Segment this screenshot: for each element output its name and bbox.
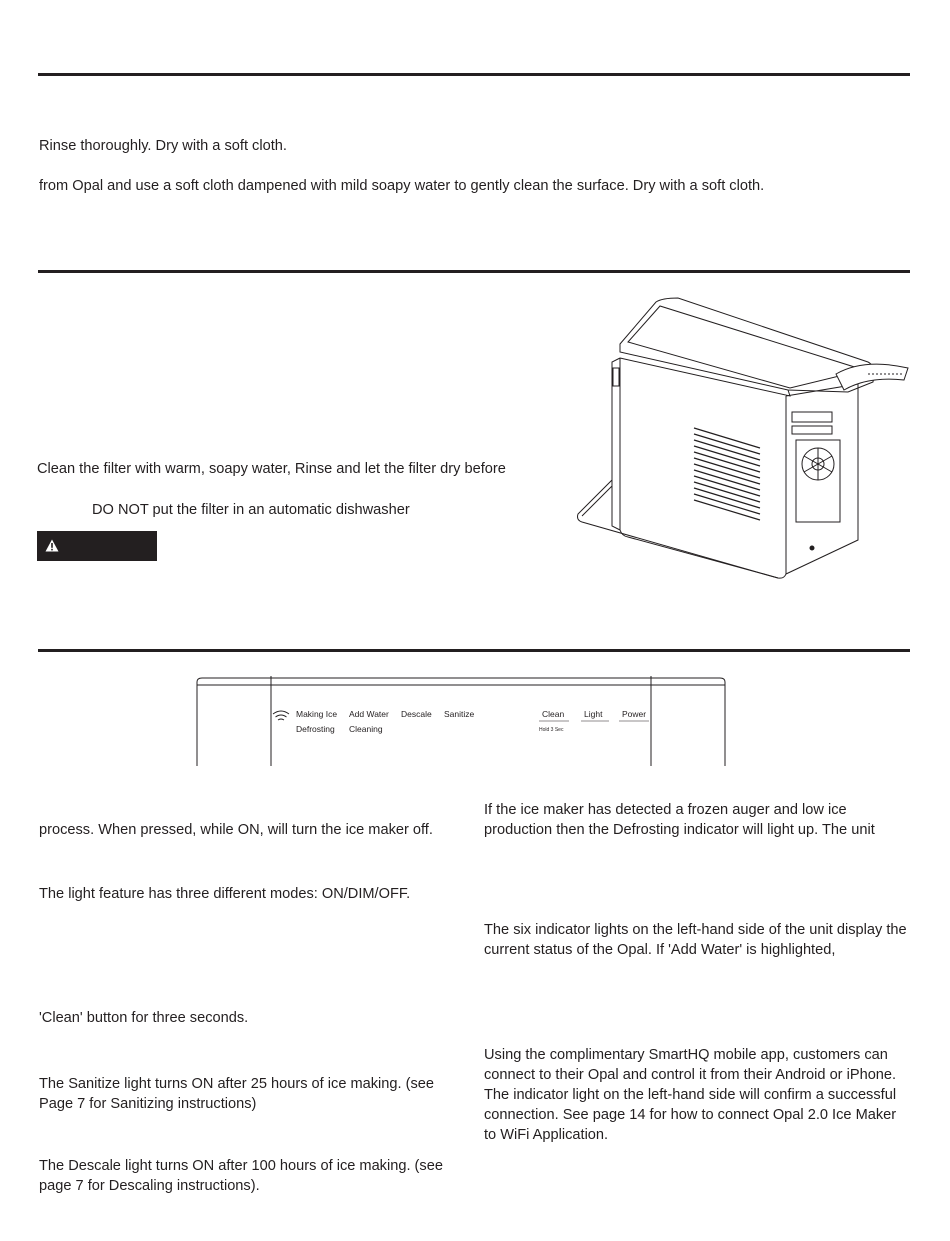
cleaning-text-surface: from Opal and use a soft cloth dampened with mild soapy water to gently clean the surface. Dry with a soft cloth. [39, 178, 765, 194]
section-divider-cleaning [38, 73, 910, 76]
status-descale: Descale [401, 709, 432, 719]
descale-description: The Descale light turns ON after 100 hours of ice making. (see page 7 for Descaling instructions). [39, 1158, 443, 1194]
status-defrosting: Defrosting [296, 724, 335, 734]
clean-button[interactable]: Clean [542, 709, 565, 719]
filter-instruction: Clean the filter with warm, soapy water, Rinse and let the filter dry before [37, 461, 506, 477]
clean-description: 'Clean' button for three seconds. [39, 1010, 249, 1026]
clean-hold-hint: Hold 3 Sec [539, 727, 564, 733]
warning-triangle-icon [45, 539, 59, 552]
indicators-description: The six indicator lights on the left-hand side of the unit display the current status of the Opal. If 'Add Water' is highlighted, [484, 922, 907, 958]
control-panel [196, 676, 726, 766]
section-divider-filter [38, 270, 910, 273]
status-making-ice: Making Ice [296, 709, 338, 719]
filter-warning-text: DO NOT put the filter in an automatic dishwasher [92, 502, 410, 518]
wifi-icon [273, 711, 289, 720]
power-description: process. When pressed, while ON, will turn the ice maker off. [39, 822, 433, 838]
status-cleaning: Cleaning [349, 724, 383, 734]
wifi-description: Using the complimentary SmartHQ mobile app, customers can connect to their Opal and control it from their Android or iPhone. The indicator light on the left-hand side will confirm a successful connection. See page 14 for how to connect Opal 2.0 Ice Maker to WiFi Application. [484, 1047, 897, 1143]
status-add-water: Add Water [349, 709, 389, 719]
section-divider-controls [38, 649, 910, 652]
power-button[interactable]: Power [622, 709, 647, 719]
light-button[interactable]: Light [584, 709, 603, 719]
status-sanitize: Sanitize [444, 709, 475, 719]
cleaning-text-rinse: Rinse thoroughly. Dry with a soft cloth. [39, 138, 287, 154]
sanitize-description: The Sanitize light turns ON after 25 hours of ice making. (see Page 7 for Sanitizing instructions) [39, 1076, 435, 1112]
defrosting-description: If the ice maker has detected a frozen auger and low ice production then the Defrosting indicator will light up. The unit [484, 802, 875, 838]
ice-maker-illustration [568, 292, 918, 582]
warning-badge [37, 531, 157, 561]
light-description: The light feature has three different modes: ON/DIM/OFF. [39, 886, 411, 902]
